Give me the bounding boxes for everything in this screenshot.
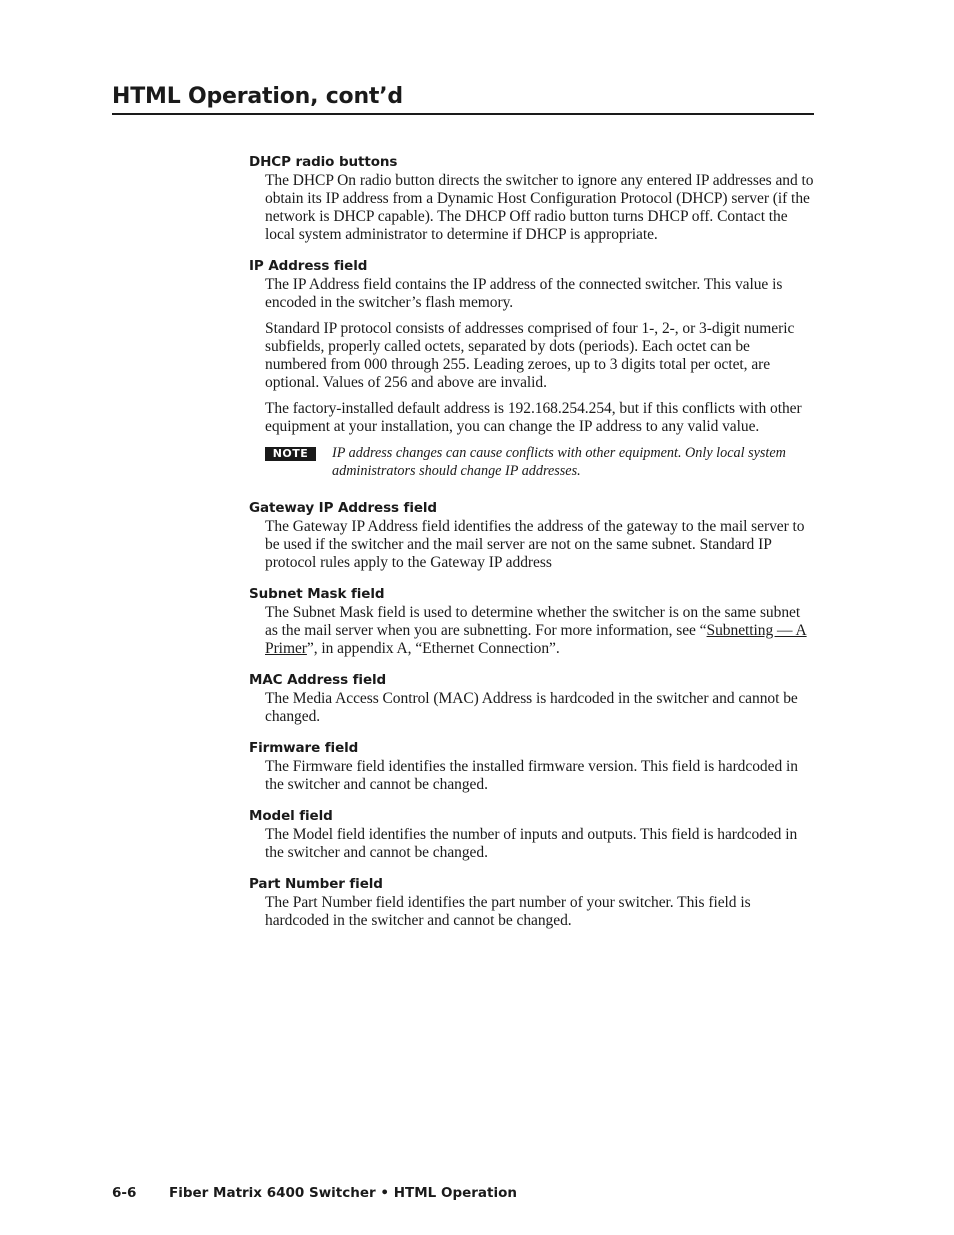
note-callout [265, 444, 814, 486]
paragraph: The DHCP On radio button directs the switcher to ignore any entered IP addresses and to obtain its IP address from a Dynamic Host Configuration Protocol (DHCP) server (if the network is DHCP capable). The DHCP Off radio button turns DHCP off. Contact the local system administrator to determine if DHCP is appropriate. [265, 172, 814, 243]
page-footer [112, 1184, 517, 1202]
paragraph-text: ”, in appendix A, “Ethernet Connection”. [306, 640, 560, 657]
paragraph: The Part Number field identifies the part number of your switcher. This field is hardcoded in the switcher and cannot be changed. [265, 894, 751, 929]
page-number: 6-6 [112, 1185, 137, 1201]
section-heading: Model field [249, 808, 333, 824]
section-heading: Firmware field [249, 740, 359, 756]
section-subnet-mask [249, 585, 814, 658]
paragraph: The IP Address field contains the IP address of the connected switcher. This value is encoded in the switcher’s flash memory. [265, 276, 783, 311]
section-firmware [249, 739, 814, 794]
section-heading: Part Number field [249, 876, 383, 892]
section-model [249, 807, 814, 862]
footer-text: Fiber Matrix 6400 Switcher • HTML Operation [169, 1185, 517, 1201]
section-heading: IP Address field [249, 258, 368, 274]
paragraph: Standard IP protocol consists of addresses comprised of four 1-, 2-, or 3-digit numeric subfields, properly called octets, separated by dots (periods). Each octet can be numbered from 000 through 255. Leading zeroes, up to 3 digits total per octet, are optional. Values of 256 and above are invalid. [265, 320, 795, 391]
paragraph: The Model field identifies the number of inputs and outputs. This field is hardcoded in the switcher and cannot be changed. [265, 826, 798, 861]
section-mac-address [249, 671, 814, 726]
section-gateway [249, 499, 814, 572]
section-dhcp [249, 153, 814, 244]
section-heading: Subnet Mask field [249, 586, 385, 602]
section-heading: MAC Address field [249, 672, 387, 688]
note-text: IP address changes can cause conflicts with other equipment. Only local system administrators should change IP addresses. [332, 445, 786, 479]
page-title: HTML Operation, cont’d [112, 82, 814, 115]
main-content [249, 153, 814, 943]
section-heading: Gateway IP Address field [249, 500, 437, 516]
section-ip-address [249, 257, 814, 486]
section-heading: DHCP radio buttons [249, 154, 398, 170]
note-badge: NOTE [265, 447, 316, 461]
paragraph: The factory-installed default address is 192.168.254.254, but if this conflicts with other equipment at your installation, you can change the IP address to any valid value. [265, 400, 802, 435]
paragraph: The Media Access Control (MAC) Address is hardcoded in the switcher and cannot be changed. [265, 690, 798, 725]
subnetting-primer-link[interactable]: Subnetting — A Primer [265, 622, 807, 657]
paragraph: The Gateway IP Address field identifies the address of the gateway to the mail server to be used if the switcher and the mail server are not on the same subnet. Standard IP protocol rules apply to the Gateway IP address [265, 518, 805, 571]
paragraph-text: The Subnet Mask field is used to determine whether the switcher is on the same subnet as the mail server when you are subnetting. For more information, see “ [265, 604, 801, 639]
paragraph: The Firmware field identifies the installed firmware version. This field is hardcoded in the switcher and cannot be changed. [265, 758, 798, 793]
section-part-number [249, 875, 814, 930]
paragraph [265, 604, 814, 658]
